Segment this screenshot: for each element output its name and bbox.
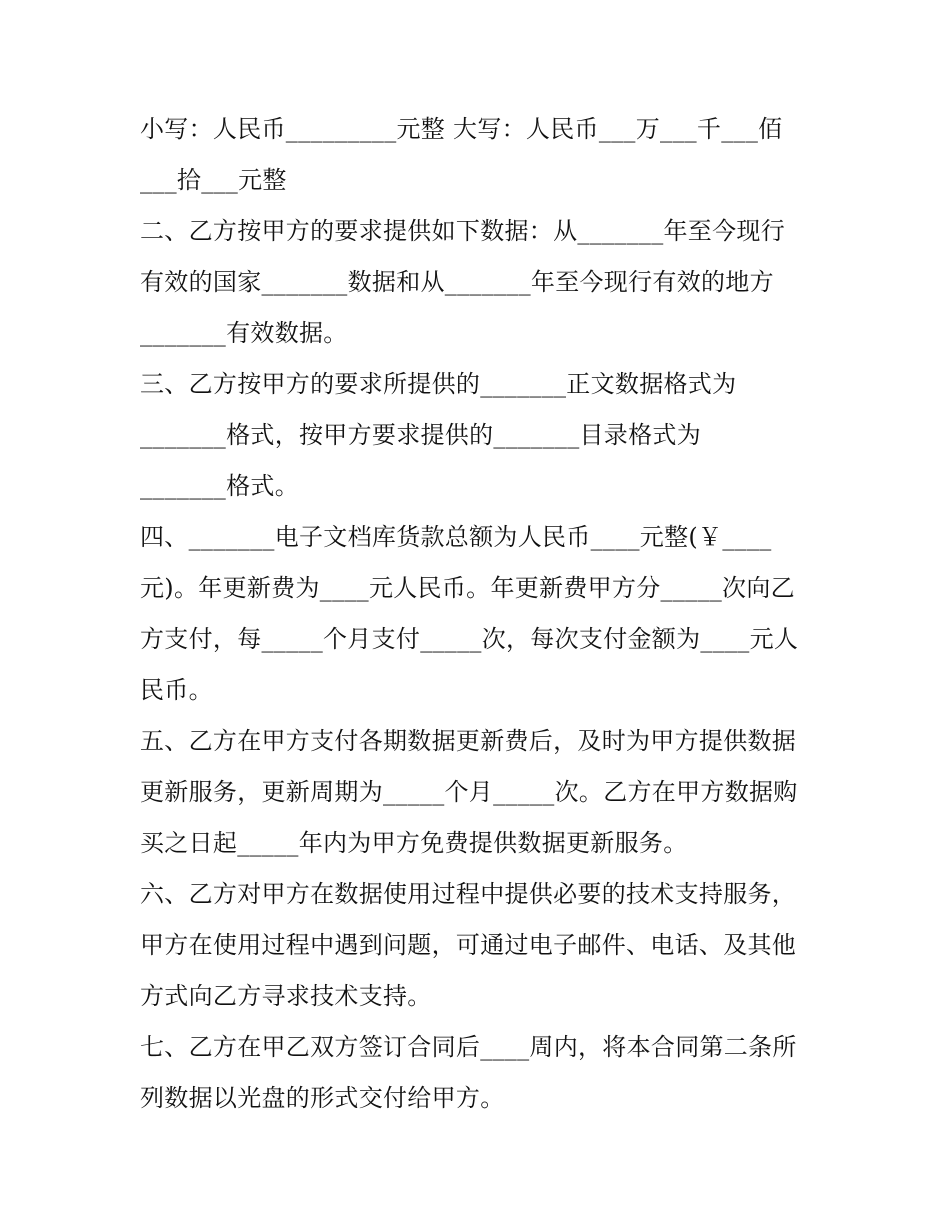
text-line: 小写：人民币_________元整 大写：人民币___万___千___佰: [140, 115, 783, 143]
text-line: 元)。年更新费为____元人民币。年更新费甲方分_____次向乙: [140, 574, 795, 602]
text-line: _______有效数据。: [140, 319, 348, 347]
text-line: 列数据以光盘的形式交付给甲方。: [140, 1084, 505, 1112]
text-line: 更新服务，更新周期为_____个月_____次。乙方在甲方数据购: [140, 778, 798, 806]
text-line: 二、乙方按甲方的要求提供如下数据：从_______年至今现行: [140, 217, 785, 245]
text-line: 有效的国家_______数据和从_______年至今现行有效的地方: [140, 268, 774, 296]
text-line: 六、乙方对甲方在数据使用过程中提供必要的技术支持服务，: [140, 880, 797, 908]
text-line: 四、_______电子文档库货款总额为人民币____元整(￥____: [140, 523, 772, 551]
text-line: 民币。: [140, 676, 213, 704]
document-body: [140, 104, 830, 1124]
text-line: 方支付，每_____个月支付_____次，每次支付金额为____元人: [140, 625, 799, 653]
text-line: 五、乙方在甲方支付各期数据更新费后，及时为甲方提供数据: [140, 727, 797, 755]
text-line: _______格式。: [140, 472, 299, 500]
text-line: _______格式，按甲方要求提供的_______目录格式为: [140, 421, 701, 449]
text-line: 七、乙方在甲乙双方签订合同后____周内，将本合同第二条所: [140, 1033, 797, 1061]
text-line: ___拾___元整: [140, 166, 287, 194]
text-line: 方式向乙方寻求技术支持。: [140, 982, 432, 1010]
text-line: 买之日起_____年内为甲方免费提供数据更新服务。: [140, 829, 688, 857]
text-line: 三、乙方按甲方的要求所提供的_______正文数据格式为: [140, 370, 737, 398]
text-line: 甲方在使用过程中遇到问题，可通过电子邮件、电话、及其他: [140, 931, 797, 959]
